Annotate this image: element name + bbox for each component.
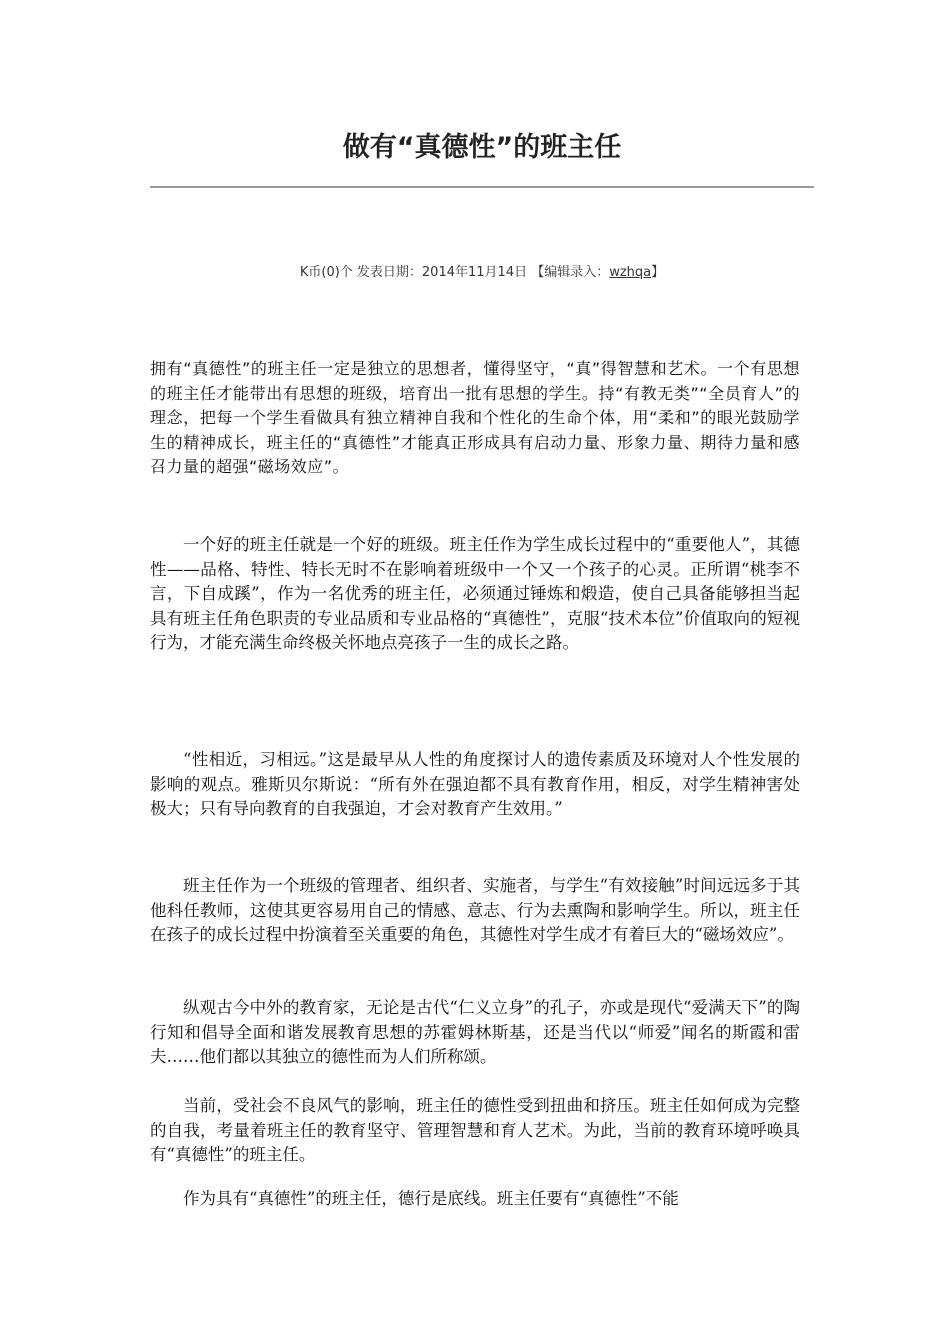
meta-text: K币(0)个 发表日期：2014年11月14日 【编辑录入： [299, 265, 610, 280]
paragraph-5: 纵观古今中外的教育家，无论是古代“仁义立身”的孔子，亦或是现代“爱满天下”的陶行知和倡导全面和谐发展教育思想的苏霍姆林斯基，还是当代以“师爱”闻名的斯霞和雷夫……他们都以其独立的德性而为人们所称颂。 [150, 998, 800, 1066]
article-meta [150, 263, 814, 283]
paragraph-6: 当前，受社会不良风气的影响，班主任的德性受到扭曲和挤压。班主任如何成为完整的自我，考量着班主任的教育坚守、管理智慧和育人艺术。为此，当前的教育环境呼唤具有“真德性”的班主任。 [150, 1096, 800, 1164]
article-title: 做有“真德性”的班主任 [342, 132, 622, 163]
paragraph-1: 拥有“真德性”的班主任一定是独立的思想者，懂得坚守，“真”得智慧和艺术。一个有思想的班主任才能带出有思想的班级，培育出一批有思想的学生。持“有教无类”“全员育人”的理念，把每一个学生看做具有独立精神自我和个性化的生命个体，用“柔和”的眼光鼓励学生的精神成长，班主任的“真德性”才能真正形成具有启动力量、形象力量、期待力量和感召力量的超强“磁场效应”。 [150, 359, 800, 476]
title-divider [150, 186, 814, 188]
meta-suffix: 】 [651, 265, 665, 280]
paragraph-4: 班主任作为一个班级的管理者、组织者、实施者，与学生“有效接触”时间远远多于其他科任教师，这使其更容易用自己的情感、意志、行为去熏陶和影响学生。所以，班主任在孩子的成长过程中扮演着至关重要的角色，其德性对学生成才有着巨大的“磁场效应”。 [150, 876, 800, 944]
paragraph-7: 作为具有“真德性”的班主任，德行是底线。班主任要有“真德性”不能 [183, 1189, 679, 1208]
paragraph-2: 一个好的班主任就是一个好的班级。班主任作为学生成长过程中的“重要他人”，其德性——品格、特性、特长无时不在影响着班级中一个又一个孩子的心灵。正所谓“桃李不言，下自成蹊”，作为一名优秀的班主任，必须通过锤炼和煅造，使自己具备能够担当起具有班主任角色职责的专业品质和专业品格的“真德性”，克服“技术本位”价值取向的短视行为，才能充满生命终极关怀地点亮孩子一生的成长之路。 [150, 535, 800, 652]
editor-link[interactable]: wzhqa [609, 265, 652, 280]
paragraph-3: “性相近，习相远。”这是最早从人性的角度探讨人的遗传素质及环境对人个性发展的影响的观点。雅斯贝尔斯说：“所有外在强迫都不具有教育作用，相反，对学生精神害处极大；只有导向教育的自我强迫，才会对教育产生效用。” [150, 750, 800, 818]
